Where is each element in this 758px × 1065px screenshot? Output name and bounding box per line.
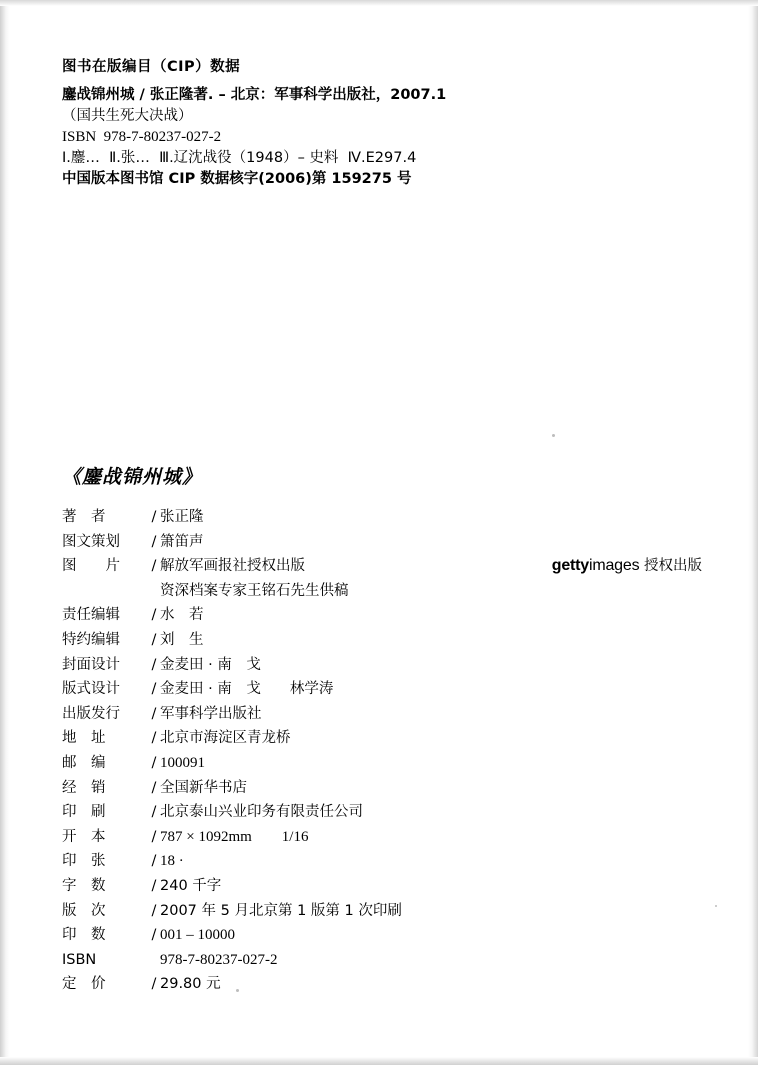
colophon-label: 著 者 bbox=[62, 509, 106, 525]
colophon-slash: / bbox=[151, 853, 157, 870]
colophon-label: 开 本 bbox=[62, 828, 106, 845]
colophon-row-author bbox=[62, 505, 702, 530]
colophon-label: 出版发行 bbox=[62, 705, 120, 722]
colophon-label: 印 数 bbox=[62, 927, 106, 944]
colophon-value: 北京泰山兴业印务有限责任公司 bbox=[160, 804, 363, 821]
colophon-row-cover-design bbox=[62, 653, 702, 678]
colophon-slash: / bbox=[151, 804, 157, 821]
colophon-label: 地 址 bbox=[62, 730, 106, 747]
colophon-value: 解放军画报社授权出版 bbox=[160, 558, 305, 575]
colophon-value: 29.80 元 bbox=[160, 976, 221, 993]
colophon-label: 责任编辑 bbox=[62, 607, 120, 624]
getty-images-wordmark bbox=[552, 554, 640, 579]
cip-line-series: （国共生死大决战） bbox=[62, 108, 193, 124]
scan-speck bbox=[715, 905, 717, 907]
colophon-row-contract-editor bbox=[62, 628, 702, 653]
colophon-value: 张正隆 bbox=[160, 509, 204, 525]
colophon-row-price bbox=[62, 972, 702, 997]
colophon-value: 军事科学出版社 bbox=[160, 705, 262, 722]
colophon-label: 封面设计 bbox=[62, 656, 120, 673]
colophon-slash: / bbox=[151, 927, 157, 944]
colophon-slash: / bbox=[151, 730, 157, 747]
cip-heading: 图书在版编目（CIP）数据 bbox=[62, 59, 241, 75]
colophon-row-word-count bbox=[62, 874, 702, 899]
colophon-photos-continuation: 资深档案专家王铭石先生供稿 bbox=[160, 582, 349, 599]
colophon-label: 经 销 bbox=[62, 779, 106, 796]
colophon-block bbox=[62, 505, 702, 997]
colophon-row-edition bbox=[62, 899, 702, 924]
getty-word: getty bbox=[551, 557, 589, 575]
colophon-value: 18 · bbox=[160, 853, 184, 870]
page-edge-shadow-right bbox=[748, 0, 758, 1065]
colophon-row-layout-design bbox=[62, 677, 702, 702]
colophon-label: 邮 编 bbox=[62, 754, 106, 771]
colophon-label: 印 刷 bbox=[62, 804, 106, 821]
colophon-value: 箫笛声 bbox=[160, 533, 204, 550]
colophon-label: 印 张 bbox=[62, 853, 106, 870]
colophon-slash: / bbox=[151, 681, 157, 698]
colophon-slash: / bbox=[151, 754, 157, 771]
colophon-row-distribution bbox=[62, 776, 702, 801]
page-edge-shadow-bottom bbox=[0, 1057, 758, 1065]
colophon-slash: / bbox=[151, 976, 157, 993]
colophon-slash: / bbox=[151, 902, 157, 919]
colophon-value: 240 千字 bbox=[160, 877, 222, 894]
cip-data-block bbox=[62, 55, 682, 190]
colophon-value: 全国新华书店 bbox=[160, 779, 247, 796]
colophon-value: 金麦田 · 南 戈 bbox=[160, 656, 261, 673]
colophon-label: 特约编辑 bbox=[62, 631, 120, 648]
colophon-slash: / bbox=[151, 877, 157, 894]
colophon-row-print-run bbox=[62, 923, 702, 948]
colophon-slash: / bbox=[151, 656, 157, 673]
colophon-row-format bbox=[62, 825, 702, 850]
colophon-slash: / bbox=[151, 631, 157, 648]
page-edge-shadow-top bbox=[0, 0, 758, 6]
colophon-value: 001 – 10000 bbox=[160, 927, 235, 944]
cip-line-title-author: 鏖战锦州城 / 张正隆著. – 北京：军事科学出版社，2007.1 bbox=[62, 87, 447, 103]
colophon-value: 787 × 1092mm 1/16 bbox=[160, 828, 309, 845]
colophon-label: ISBN bbox=[62, 951, 97, 968]
colophon-label: 图 片 bbox=[62, 558, 120, 575]
cip-line-registry-number: 中国版本图书馆 CIP 数据核字(2006)第 159275 号 bbox=[62, 171, 412, 187]
colophon-value: 北京市海淀区青龙桥 bbox=[160, 730, 291, 747]
colophon-slash: / bbox=[151, 828, 157, 845]
colophon-slash: / bbox=[151, 558, 157, 575]
colophon-slash: / bbox=[151, 509, 157, 525]
colophon-value: 水 若 bbox=[160, 607, 204, 624]
colophon-row-publisher bbox=[62, 702, 702, 727]
colophon-row-address bbox=[62, 726, 702, 751]
colophon-label: 定 价 bbox=[62, 976, 106, 993]
colophon-slash: / bbox=[151, 705, 157, 722]
colophon-row-postcode bbox=[62, 751, 702, 776]
colophon-row-sheets bbox=[62, 849, 702, 874]
colophon-value: 金麦田 · 南 戈 林学涛 bbox=[160, 681, 334, 698]
colophon-value: 100091 bbox=[160, 754, 205, 771]
colophon-slash: / bbox=[151, 533, 157, 550]
cip-line-isbn: ISBN 978-7-80237-027-2 bbox=[62, 129, 222, 145]
colophon-label: 版式设计 bbox=[62, 681, 120, 698]
colophon-value: 978-7-80237-027-2 bbox=[160, 951, 278, 968]
colophon-label: 图文策划 bbox=[62, 533, 120, 550]
page-edge-shadow-left bbox=[0, 0, 10, 1065]
colophon-slash: / bbox=[151, 607, 157, 624]
colophon-row-planning bbox=[62, 530, 702, 555]
cip-line-classification: Ⅰ.鏖… Ⅱ.张… Ⅲ.辽沈战役（1948）– 史料 Ⅳ.E297.4 bbox=[62, 150, 417, 166]
colophon-slash: / bbox=[151, 779, 157, 796]
colophon-value: 2007 年 5 月北京第 1 版第 1 次印刷 bbox=[160, 902, 402, 919]
colophon-book-title: 《鏖战锦州城》 bbox=[62, 466, 203, 488]
images-word: images bbox=[589, 557, 640, 575]
colophon-row-photos bbox=[62, 554, 702, 579]
colophon-value: 刘 生 bbox=[160, 631, 204, 648]
colophon-row-responsible-editor bbox=[62, 603, 702, 628]
colophon-row-isbn bbox=[62, 948, 702, 973]
colophon-label: 版 次 bbox=[62, 902, 106, 919]
colophon-label: 字 数 bbox=[62, 877, 106, 894]
colophon-row-printer bbox=[62, 800, 702, 825]
scan-speck bbox=[552, 434, 555, 437]
colophon-value-suffix: 授权出版 bbox=[639, 558, 702, 575]
